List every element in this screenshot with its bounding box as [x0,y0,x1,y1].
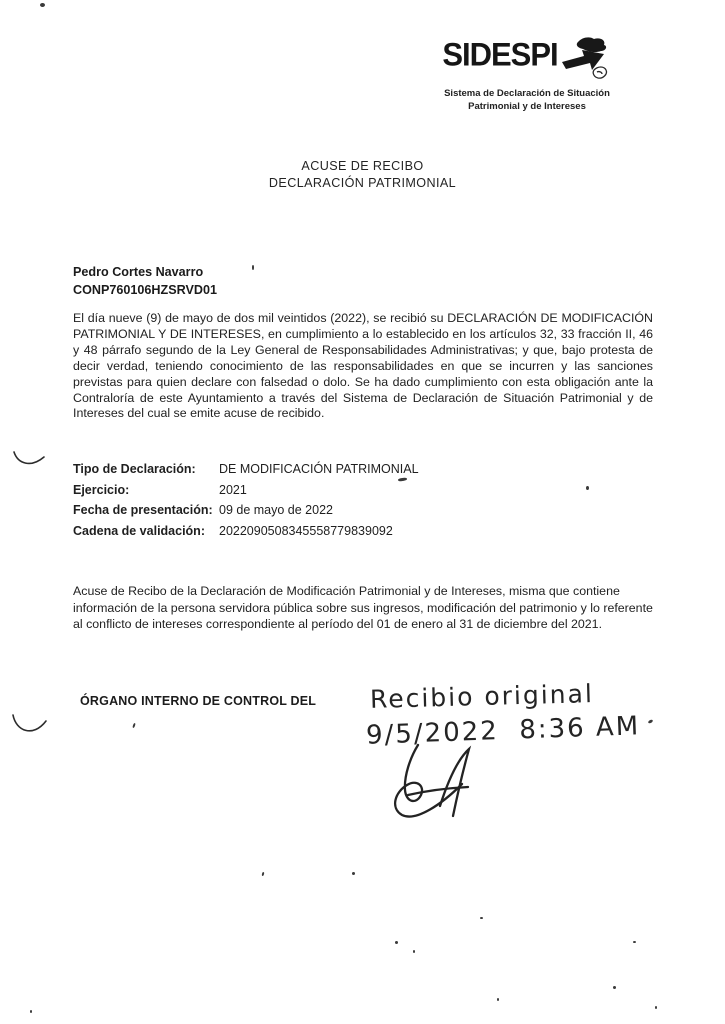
signature-scribble [378,742,498,827]
document-title-line2: DECLARACIÓN PATRIMONIAL [268,175,457,190]
detail-label: Fecha de presentación: [73,503,213,517]
scan-speck [648,719,654,724]
internal-control-office-label: ÓRGANO INTERNO DE CONTROL DEL [80,694,317,708]
detail-row-cadena [73,524,633,545]
scan-speck [633,941,636,943]
scan-speck [395,941,398,944]
document-title-line1: ACUSE DE RECIBO [301,159,424,173]
declaration-details [73,462,633,544]
detail-label: Cadena de validación: [73,523,205,538]
declarant-name: Pedro Cortes Navarro [73,265,204,279]
detail-value: 2021 [219,482,247,497]
sidespi-logo [433,38,621,112]
detail-row-tipo [73,462,633,483]
scan-speck [262,872,265,876]
handwritten-received-note: Recibio original [369,679,595,714]
scan-speck [480,917,483,919]
receipt-summary-paragraph: Acuse de Recibo de la Declaración de Modificación Patrimonial y de Intereses, misma que contiene información de la persona servidora pública sobre sus ingresos, modificación del patrimonio y lo referente al conflicto de intereses correspondiente al período del 01 de enero al 31 de diciembre del 2021. [73,584,653,632]
declarant-block [73,264,217,299]
handwritten-date-time: 9/5/2022 8:36 AM [365,711,641,751]
detail-row-fecha [73,503,633,524]
arrow-right-figure-icon [560,36,612,87]
detail-value: 2022090508345558779839092 [219,523,393,538]
sidespi-tagline-line2: Patrimonial y de Intereses [468,100,586,112]
scan-speck [586,486,589,490]
scan-speck [132,723,136,728]
pen-curl-mark [12,448,48,475]
scan-speck [655,1006,657,1009]
scan-speck [497,998,499,1001]
scan-speck [613,986,616,989]
sidespi-tagline-line1: Sistema de Declaración de Situación [444,88,610,99]
scan-speck [30,1010,32,1013]
document-title [0,158,725,191]
pen-curl-mark [10,710,50,745]
sidespi-logo-text: SIDESPI [442,36,558,73]
detail-label: Ejercicio: [73,482,130,497]
detail-label: Tipo de Declaración: [73,462,196,476]
declarant-curp: CONP760106HZSRVD01 [73,282,217,297]
detail-value: 09 de mayo de 2022 [219,503,333,517]
scan-speck [413,950,415,953]
scan-speck [40,3,45,7]
detail-row-ejercicio [73,483,633,504]
receipt-body-paragraph: El día nueve (9) de mayo de dos mil veintidos (2022), se recibió su DECLARACIÓN DE MODIFICACIÓN PATRIMONIAL Y DE INTERESES, en cumplimiento a lo establecido en los artículos 32, 33 fracción II, 46 y 48 párrafo segundo de la Ley General de Responsabilidades Administrativas; y que, bajo protesta de decir verdad, teniendo conocimiento de las responsabilidades en que se incurren y las sanciones previstas para quien declare con falsedad o dolo. Se ha dado cumplimiento con esta obligación ante la Contraloría de este Ayuntamiento a través del Sistema de Declaración de Situación Patrimonial y de Intereses del cual se emite acuse de recibido. [73,311,653,421]
scan-speck [352,872,355,875]
scan-speck [252,265,254,270]
detail-value: DE MODIFICACIÓN PATRIMONIAL [219,462,419,476]
